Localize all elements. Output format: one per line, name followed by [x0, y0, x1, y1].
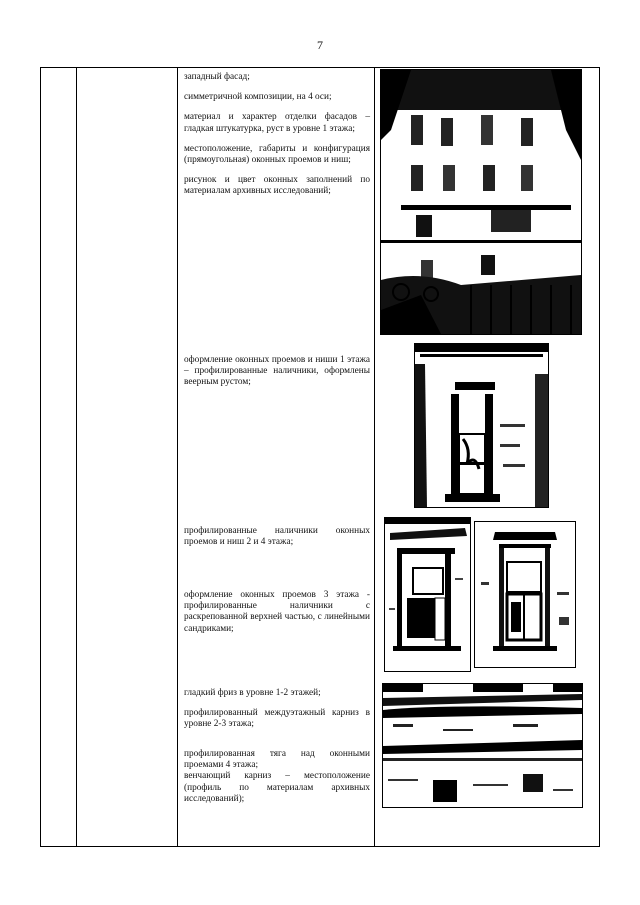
text-block-first-floor	[184, 355, 370, 398]
text-block-cornices-2	[184, 749, 370, 814]
first-floor-window-photo	[414, 343, 549, 508]
text-line: гладкий фриз в уровне 1-2 этажей;	[184, 688, 321, 698]
facade-photo	[380, 69, 582, 335]
text-line: оформление оконных проемов 3 этажа - профилированные наличники с раскрепованной верхней частью, с линейными сандриками;	[184, 590, 370, 634]
text-line: западный фасад;	[184, 72, 250, 82]
text-line: оформление оконных проемов и ниши 1 этажа – профилированные наличники, оформлены веерным рустом;	[184, 355, 370, 388]
text-line: симметричной композиции, на 4 оси;	[184, 92, 332, 103]
text-line: материал и характер отделки фасадов – гладкая штукатурка, руст в уровне 1 этажа;	[184, 112, 370, 134]
window-photo-left	[384, 517, 471, 672]
text-line: рисунок и цвет оконных заполнений по материалам архивных исследований;	[184, 175, 370, 197]
text-line: профилированные наличники оконных проемов и ниш 2 и 4 этажа;	[184, 526, 370, 548]
column-divider	[374, 68, 375, 846]
text-block-facade	[184, 72, 370, 207]
text-block-floors-2-4	[184, 526, 370, 557]
cornice-photo	[382, 683, 583, 808]
column-divider	[177, 68, 178, 846]
text-line: профилированная тяга над оконными проемами 4 этажа;	[184, 749, 370, 771]
text-block-cornices	[184, 688, 370, 740]
text-line: местоположение, габариты и конфигурация (прямоугольная) оконных проемов и ниш;	[184, 143, 370, 166]
text-line: профилированный междуэтажный карниз в уровне 2-3 этажа;	[184, 708, 370, 730]
column-divider	[76, 68, 77, 846]
document-table	[40, 67, 600, 847]
page-number: 7	[317, 38, 323, 52]
text-line: венчающий карниз – местоположение (профиль по материалам архивных исследований);	[184, 771, 370, 804]
window-photo-right	[474, 521, 576, 668]
text-block-floor-3	[184, 590, 370, 644]
